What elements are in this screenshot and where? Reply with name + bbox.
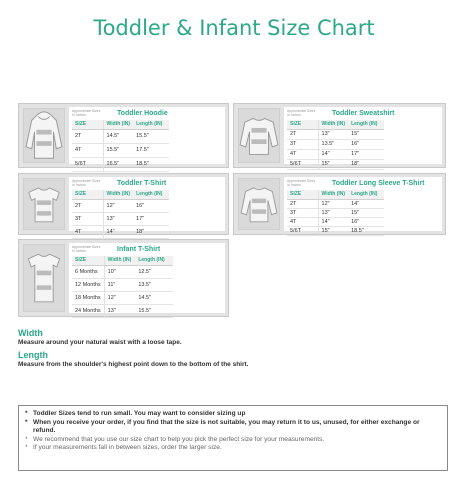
- approx-label: Approximate Sizes: [72, 179, 101, 183]
- approx-label: Approximate Sizes: [287, 109, 316, 113]
- length-definition-text: Measure from the shoulder's highest point down to the bottom of the shirt.: [18, 361, 249, 368]
- note-bullet: *: [25, 444, 28, 452]
- approx-label: Approximate Sizes: [72, 245, 101, 249]
- infant-card-title: Infant T-Shirt: [117, 246, 161, 253]
- tshirt-size-table: [72, 190, 169, 239]
- table-row: 2T 13" 15": [287, 129, 384, 139]
- long-sleeve-shirt-icon: [238, 178, 280, 230]
- table-row: 2T 14.5" 15.5": [72, 129, 169, 143]
- table-row: 18 Months 12" 14.5": [72, 291, 173, 304]
- infant-size-sheet: [69, 243, 225, 313]
- infant-size-table: [72, 256, 173, 318]
- width-header: Width (IN): [318, 120, 348, 129]
- length-header: Length (IN): [348, 190, 384, 199]
- size-header: SIZE: [72, 190, 103, 199]
- tshirt-size-sheet: [69, 177, 225, 235]
- table-row: 2T 12" 16": [72, 199, 169, 212]
- width-definition-title: Width: [18, 328, 43, 338]
- toddler-tshirt-card: [18, 173, 229, 235]
- size-header: SIZE: [287, 120, 318, 129]
- width-header: Width (IN): [104, 256, 135, 265]
- note-item: [25, 436, 441, 445]
- table-row: 4T 15.5" 17.5": [72, 143, 169, 157]
- long-sleeve-size-table: [287, 190, 384, 236]
- sweatshirt-icon: [238, 108, 280, 163]
- note-item: [25, 419, 441, 436]
- approx-label: Approximate Sizes: [72, 109, 101, 113]
- hoodie-card-title: Toddler Hoodie: [117, 110, 168, 117]
- size-header: SIZE: [72, 256, 104, 265]
- table-row: 3T 13" 15": [287, 208, 384, 217]
- approx-label-units: In Inches: [72, 183, 86, 187]
- hoodie-size-table: [72, 120, 169, 172]
- size-header: SIZE: [72, 120, 103, 129]
- table-row: 3T 13" 17": [72, 212, 169, 225]
- table-row: 24 Months 13" 15.5": [72, 304, 173, 317]
- note-item: [25, 410, 441, 419]
- infant-tshirt-card: [18, 239, 229, 317]
- note-text: If your measurements fall in between sizes, order the larger size.: [33, 444, 222, 452]
- hoodie-icon: [23, 108, 65, 163]
- hoodie-size-sheet: [69, 107, 225, 167]
- long-sleeve-size-sheet: [284, 177, 442, 234]
- approx-label-units: In Inches: [72, 113, 86, 117]
- length-header: Length (IN): [135, 256, 172, 265]
- toddler-hoodie-card: [18, 103, 229, 168]
- tshirt-icon: [23, 178, 65, 230]
- page-title: Toddler & Infant Size Chart: [93, 16, 375, 40]
- table-row: 4T 14" 16": [287, 217, 384, 226]
- approx-label-units: In Inches: [287, 113, 301, 117]
- note-bullet: *: [25, 410, 28, 417]
- toddler-sweatshirt-card: [233, 103, 446, 168]
- note-text: Toddler Sizes tend to run small. You may want to consider sizing up: [33, 410, 246, 417]
- table-row: 2T 12" 14": [287, 199, 384, 208]
- table-row: 5/6T 16.5" 18.5": [72, 157, 169, 171]
- infant-tshirt-icon: [23, 244, 65, 312]
- table-row: 4T 14" 17": [287, 149, 384, 159]
- table-row: 12 Months 11" 13.5": [72, 278, 173, 291]
- note-bullet: *: [25, 418, 28, 426]
- sweatshirt-size-sheet: [284, 107, 442, 167]
- tshirt-card-title: Toddler T-Shirt: [117, 180, 167, 187]
- note-text: When you receive your order, if you find that the size is not suitable, you may return it to us, unused, for either exchange or refund.: [33, 418, 420, 435]
- table-row: 3T 13.5" 16": [287, 139, 384, 149]
- sweatshirt-size-table: [287, 120, 384, 170]
- sizing-notes-box: [18, 405, 448, 471]
- approx-label: Approximate Sizes: [287, 179, 316, 183]
- size-header: SIZE: [287, 190, 318, 199]
- note-text: We recommend that you use our size chart to help you pick the perfect size for your measurements.: [33, 435, 325, 443]
- width-header: Width (IN): [103, 120, 133, 129]
- width-header: Width (IN): [103, 190, 133, 199]
- toddler-long-sleeve-card: [233, 173, 446, 235]
- length-header: Length (IN): [348, 120, 384, 129]
- approx-label-units: In Inches: [72, 249, 86, 253]
- table-row: 5/6T 15" 18": [287, 159, 384, 169]
- table-row: 6 Months 10" 12.5": [72, 265, 173, 278]
- note-item: [25, 444, 441, 453]
- note-bullet: *: [25, 435, 28, 443]
- table-row: 5/6T 15" 18.5": [287, 226, 384, 235]
- approx-label-units: In Inches: [287, 183, 301, 187]
- long-sleeve-card-title: Toddler Long Sleeve T-Shirt: [332, 180, 425, 187]
- table-row: 4T 14" 18": [72, 225, 169, 238]
- width-definition-text: Measure around your natural waist with a loose tape.: [18, 339, 182, 346]
- sweatshirt-card-title: Toddler Sweatshirt: [332, 110, 395, 117]
- length-definition-title: Length: [18, 350, 48, 360]
- length-header: Length (IN): [133, 120, 169, 129]
- width-header: Width (IN): [318, 190, 348, 199]
- length-header: Length (IN): [133, 190, 169, 199]
